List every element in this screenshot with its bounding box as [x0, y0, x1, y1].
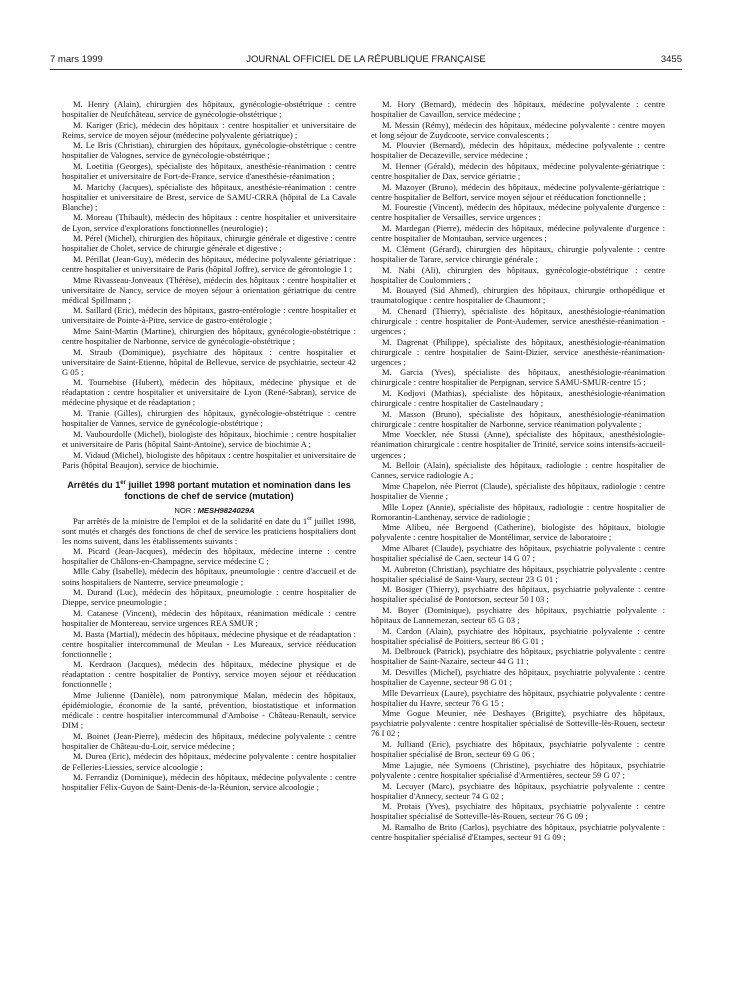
issue-date: 7 mars 1999 — [50, 54, 103, 65]
appointment-entry: M. Delbrouck (Patrick), psychiatre des hôpitaux, psychiatrie polyvalente : centre hospitalier de Saint-Nazaire, secteur 44 G 11 ; — [371, 646, 665, 667]
appointment-entry: M. Vaubourdolle (Michel), biologiste des hôpitaux, biochimie : centre hospitalier et universitaire de Paris (hôpital Saint-Antoine), service de biochimie A ; — [62, 428, 356, 449]
appointment-entry: M. Straub (Dominique), psychiatre des hôpitaux : centre hospitalier et universitaire de Saint-Etienne, hôpital de Bellevue, service de psychiatrie, secteur 42 G 05 ; — [62, 346, 356, 377]
page-number: 3455 — [660, 54, 682, 65]
appointment-entry: M. Bouayed (Sid Ahmed), chirurgien des hôpitaux, chirurgie orthopédique et traumatologique : centre hospitalier de Chaumont ; — [371, 285, 665, 306]
appointment-entry: M. Dagrenat (Philippe), spécialiste des hôpitaux, anesthésiologie-réanimation chirurgicale : centre hospitalier de Saint-Dizier, service anesthésie-réanimation-urgences ; — [371, 336, 665, 367]
appointment-entry: Mlle Lopez (Annie), spécialiste des hôpitaux, radiologie : centre hospitalier de Romorantin-Lanthenay, service de radiologie ; — [371, 501, 665, 522]
appointment-entry: M. Ferrandiz (Dominique), médecin des hôpitaux, médecine polyvalente : centre hospitalier Félix-Guyon de Saint-Denis-de-la-Réunion, service alcoologie ; — [62, 772, 356, 793]
appointment-entry: M. Durea (Eric), médecin des hôpitaux, médecine polyvalente : centre hospitalier de Felleries-Liessies, service alcoologie ; — [62, 751, 356, 772]
appointment-entry: M. Périllat (Jean-Guy), médecin des hôpitaux, médecine polyvalente gériatrique : centre hospitalier et universitaire de Paris (hôpital Joffre), service de gérontologie 1 ; — [62, 253, 356, 274]
appointment-entry: M. Boinet (Jean-Pierre), médecin des hôpitaux, médecine polyvalente : centre hospitalier de Château-du-Loir, service médecine ; — [62, 730, 356, 751]
appointment-entry: M. Garcia (Yves), spécialiste des hôpitaux, anesthésiologie-réanimation chirurgicale : centre hospitalier de Perpignan, service SAMU-SMUR-centre 15 ; — [371, 367, 665, 388]
appointment-entry: Mme Julienne (Danièle), nom patronymique Malan, médecin des hôpitaux, épidémiologie, économie de la santé, prévention, biostatistique et information médicale : centre hospitalier intercommunal d'Amboise - Château-Renault, service DIM ; — [62, 690, 356, 731]
appointment-entry: M. Masson (Bruno), spécialiste des hôpitaux, anesthésiologie-réanimation chirurgicale : centre hospitalier de Narbonne, service réanimation polyvalente ; — [371, 408, 665, 429]
appointment-entry: M. Protais (Yves), psychiatre des hôpitaux, psychiatrie polyvalente : centre hospitalier spécialisé de Sotteville-lès-Rouen, secteur 76 G 09 ; — [371, 801, 665, 822]
appointment-entry: M. Ramalho de Brito (Carlos), psychiatre des hôpitaux, psychiatrie polyvalente : centre hospitalier spécialisé d'Etampes, secteur 91 G 09 ; — [371, 821, 665, 842]
appointment-entry: M. Messin (Rémy), médecin des hôpitaux, médecine polyvalente : centre moyen et long séjour de Zuydcoote, service convalescents ; — [371, 119, 665, 140]
appointment-entry: M. Loetitia (Georges), spécialiste des hôpitaux, anesthésie-réanimation : centre hospitalier et universitaire de Fort-de-France, service d'anesthésie-réanimation ; — [62, 161, 356, 182]
appointment-entry: M. Belloir (Alain), spécialiste des hôpitaux, radiologie : centre hospitalier de Cannes, service radiologie A ; — [371, 460, 665, 481]
appointment-entry: M. Le Bris (Christian), chirurgien des hôpitaux, gynécologie-obstétrique : centre hospitalier de Valognes, service de gynécologie-obstétrique ; — [62, 140, 356, 161]
appointment-entry: M. Basta (Martial), médecin des hôpitaux, médecine physique et de réadaptation : centre hospitalier intercommunal de Meulan - Les Mureaux, service rééducation fonctionnelle ; — [62, 628, 356, 659]
decree-intro: Par arrêtés de la ministre de l'emploi et de la solidarité en date du 1er juillet 1998, sont mutés et chargés des fonctions de chef de service les praticiens hospitaliers dont les noms suivent, dans les établissements suivants : — [62, 515, 356, 546]
appointment-entry: M. Picard (Jean-Jacques), médecin des hôpitaux, médecine interne : centre hospitalier de Châlons-en-Champagne, service médecine C ; — [62, 545, 356, 566]
nor-reference: NOR : MESH9824029A — [174, 505, 255, 515]
appointment-entry: M. Clément (Gérard), chirurgien des hôpitaux, chirurgie polyvalente : centre hospitalier de Tarare, service chirurgie générale ; — [371, 243, 665, 264]
appointment-entry: Mme Chapelon, née Pierrot (Claude), spécialiste des hôpitaux, radiologie : centre hospitalier de Vienne ; — [371, 480, 665, 501]
appointment-entry: Mme Gogue Meunier, née Deshayes (Brigitte), psychiatre des hôpitaux, psychiatrie polyvalente : centre hospitalier spécialisé de Sotteville-lès-Rouen, secteur 76 I 02 ; — [371, 708, 665, 739]
appointment-entry: M. Julliand (Eric), psychiatre des hôpitaux, psychiatrie polyvalente : centre hospitalier spécialisé de Bron, secteur 69 G 06 ; — [371, 739, 665, 760]
appointment-entry: M. Marichy (Jacques), spécialiste des hôpitaux, anesthésie-réanimation : centre hospitalier et universitaire de Brest, service de SAMU-CRRA (hôpital de La Cavale Blanche) ; — [62, 181, 356, 212]
appointment-entry: M. Tranie (Gilles), chirurgien des hôpitaux, gynécologie-obstétrique : centre hospitalier de Vannes, service de gynécologie-obstétrique ; — [62, 408, 356, 429]
appointment-entry: M. Mazoyer (Bruno), médecin des hôpitaux, médecine polyvalente-gériatrique : centre hospitalier de Belfort, service moyen séjour et rééducation fonctionnelle ; — [371, 181, 665, 202]
left-entries-bottom — [62, 546, 356, 792]
right-entries — [371, 99, 665, 842]
appointment-entry: M. Tournebise (Hubert), médecin des hôpitaux, médecine physique et de réadaptation : centre hospitalier et universitaire de Lyon (René-Sabran), service de médecine physique et de réadaptation ; — [62, 377, 356, 408]
appointment-entry: Mlle Caby (Isabelle), médecin des hôpitaux, pneumologie : centre d'accueil et de soins hospitaliers de Nanterre, service pneumologie ; — [62, 566, 356, 587]
appointment-entry: M. Pérel (Michel), chirurgien des hôpitaux, chirurgie générale et digestive : centre hospitalier de Cholet, service de chirurgie générale et digestive ; — [62, 233, 356, 254]
page-header — [50, 54, 682, 68]
appointment-entry: Mme Rivasseau-Jonveaux (Thérèse), médecin des hôpitaux : centre hospitalier et universitaire de Nancy, service de moyen séjour à orientation gériatrique du centre médical Spillmann ; — [62, 274, 356, 305]
appointment-entry: M. Hory (Bernard), médecin des hôpitaux, médecine polyvalente : centre hospitalier de Cavaillon, service médecine ; — [371, 99, 665, 120]
appointment-entry: M. Moreau (Thibault), médecin des hôpitaux : centre hospitalier et universitaire de Lyon, service d'explorations fonctionnelles (neurologie) ; — [62, 212, 356, 233]
appointment-entry: M. Durand (Luc), médecin des hôpitaux, pneumologie : centre hospitalier de Dieppe, service pneumologie ; — [62, 587, 356, 608]
appointment-entry: M. Henry (Alain), chirurgien des hôpitaux, gynécologie-obstétrique : centre hospitalier de Neufchâteau, service de gynécologie-obstétrique ; — [62, 99, 356, 120]
journal-title: JOURNAL OFFICIEL DE LA RÉPUBLIQUE FRANÇAISE — [246, 54, 486, 65]
right-column — [371, 99, 665, 843]
appointment-entry: M. Nabi (Ali), chirurgien des hôpitaux, gynécologie-obstétrique : centre hospitalier de Coulommiers ; — [371, 264, 665, 285]
appointment-entry: Mme Voeckler, née Stussi (Anne), spécialiste des hôpitaux, anesthésiologie-réanimation chirurgicale : centre hospitalier de Trinité, service soins intensifs-accueil-urgences ; — [371, 429, 665, 460]
appointment-entry: M. Kariger (Eric), médecin des hôpitaux : centre hospitalier et universitaire de Reims, service de moyen séjour (médecine polyvalente gériatrique) ; — [62, 119, 356, 140]
appointment-entry: Mme Lajugie, née Symoens (Christine), psychiatre des hôpitaux, psychiatrie polyvalente : centre hospitalier spécialisé d'Armentières, secteur 59 G 07 ; — [371, 759, 665, 780]
appointment-entry: M. Boyer (Dominique), psychiatre des hôpitaux, psychiatrie polyvalente : hôpitaux de Lannemezan, secteur 65 G 03 ; — [371, 604, 665, 625]
appointment-entry: M. Henner (Gérald), médecin des hôpitaux, médecine polyvalente-gériatrique : centre hospitalier de Dax, service gériatrie ; — [371, 161, 665, 182]
appointment-entry: M. Cardon (Alain), psychiatre des hôpitaux, psychiatrie polyvalente : centre hospitalier spécialisé de Poitiers, secteur 86 G 01 ; — [371, 625, 665, 646]
appointment-entry: Mlle Devarrieux (Laure), psychiatre des hôpitaux, psychiatrie polyvalente : centre hospitalier du Havre, secteur 76 G 15 ; — [371, 687, 665, 708]
appointment-entry: M. Aubreton (Christian), psychiatre des hôpitaux, psychiatrie polyvalente : centre hospitalier spécialisé de Saint-Vaury, secteur 23 G 01 ; — [371, 563, 665, 584]
left-entries-top — [62, 99, 356, 470]
appointment-entry: M. Desvilles (Michel), psychiatre des hôpitaux, psychiatrie polyvalente : centre hospitalier de Cayenne, secteur 98 G 01 ; — [371, 667, 665, 688]
appointment-entry: M. Mardegan (Pierre), médecin des hôpitaux, médecine polyvalente d'urgence : centre hospitalier de Montauban, service urgences ; — [371, 223, 665, 244]
appointment-entry: M. Kerdraon (Jacques), médecin des hôpitaux, médecine physique et de réadaptation : centre hospitalier de Pontivy, service moyen séjour et rééducation fonctionnelle ; — [62, 659, 356, 690]
appointment-entry: Mme Saint-Martin (Martine), chirurgien des hôpitaux, gynécologie-obstétrique : centre hospitalier de Narbonne, service de gynécologie-obstétrique ; — [62, 325, 356, 347]
appointment-entry: M. Vidaud (Michel), biologiste des hôpitaux : centre hospitalier et universitaire de Paris (hôpital Beaujon), service de biochimie. — [62, 449, 356, 470]
appointment-entry: M. Catanese (Vincent), médecin des hôpitaux, réanimation médicale : centre hospitalier de Montereau, service urgences REA SMUR ; — [62, 607, 356, 628]
header-rule — [50, 69, 682, 70]
appointment-entry: M. Bosiger (Thierry), psychiatre des hôpitaux, psychiatrie polyvalente : centre hospitalier spécialisé de Pontorson, secteur 50 I 03 ; — [371, 584, 665, 605]
left-column — [62, 99, 356, 793]
appointment-entry: M. Saillard (Eric), médecin des hôpitaux, gastro-entérologie : centre hospitalier et universitaire de Pointe-à-Pitre, service de gastro-entérologie ; — [62, 305, 356, 326]
appointment-entry: M. Kodjovi (Mathias), spécialiste des hôpitaux, anesthésiologie-réanimation chirurgicale : centre hospitalier de Castelnaudary ; — [371, 388, 665, 409]
appointment-entry: M. Fourestie (Vincent), médecin des hôpitaux, médecine polyvalente d'urgence : centre hospitalier de Versailles, service urgences ; — [371, 202, 665, 223]
appointment-entry: M. Lecuyer (Marc), psychiatre des hôpitaux, psychiatrie polyvalente : centre hospitalier d'Annecy, secteur 74 G 02 ; — [371, 780, 665, 801]
appointment-entry: M. Chenard (Thierry), spécialiste des hôpitaux, anesthésiologie-réanimation chirurgicale : centre hospitalier de Pont-Audemer, service anesthésie-réanimation - urgences ; — [371, 305, 665, 336]
appointment-entry: M. Plouvier (Bernard), médecin des hôpitaux, médecine polyvalente : centre hospitalier de Decazeville, service médecine ; — [371, 140, 665, 161]
decree-title: Arrêtés du 1er juillet 1998 portant mutation et nomination dans les fonctions de chef de service (mutation) — [67, 479, 351, 501]
appointment-entry: Mme Albaret (Claude), psychiatre des hôpitaux, psychiatrie polyvalente : centre hospitalier spécialisé de Caen, secteur 14 G 07 ; — [371, 542, 665, 563]
appointment-entry: Mme Alibeu, née Bergoend (Catherine), biologiste des hôpitaux, biologie polyvalente : centre hospitalier de Montélimar, service de laboratoire ; — [371, 522, 665, 543]
